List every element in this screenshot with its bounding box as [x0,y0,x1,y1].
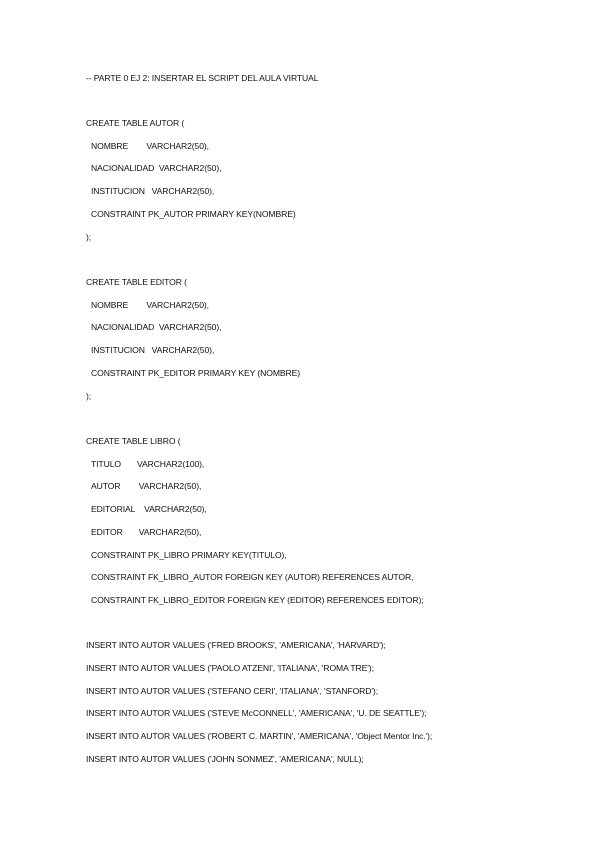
column-definition-line: NOMBRE VARCHAR2(50), [91,141,209,151]
column-definition-line: AUTOR VARCHAR2(50), [91,481,202,491]
constraint-line: CONSTRAINT PK_LIBRO PRIMARY KEY(TITULO), [91,550,287,560]
column-definition-line: NOMBRE VARCHAR2(50), [91,300,209,310]
constraint-line: CONSTRAINT PK_AUTOR PRIMARY KEY(NOMBRE) [91,209,296,219]
column-definition-line: NACIONALIDAD VARCHAR2(50), [91,322,222,332]
column-definition-line: TITULO VARCHAR2(100), [91,459,205,469]
constraint-line: CONSTRAINT FK_LIBRO_AUTOR FOREIGN KEY (AUTOR) REFERENCES AUTOR, [91,572,414,582]
create-table-autor-line: CREATE TABLE AUTOR ( [86,118,185,128]
closing-paren-line: ); [86,391,92,401]
create-table-libro-line: CREATE TABLE LIBRO ( [86,436,181,446]
insert-statement-line: INSERT INTO AUTOR VALUES ('STEVE McCONNELL', 'AMERICANA', 'U. DE SEATTLE'); [86,708,427,718]
insert-statement-line: INSERT INTO AUTOR VALUES ('ROBERT C. MARTIN', 'AMERICANA', 'Object Mentor Inc.'); [86,731,433,741]
insert-statement-line: INSERT INTO AUTOR VALUES ('JOHN SONMEZ', 'AMERICANA', NULL); [86,754,364,764]
column-definition-line: INSTITUCION VARCHAR2(50), [91,345,215,355]
insert-statement-line: INSERT INTO AUTOR VALUES ('FRED BROOKS', 'AMERICANA', 'HARVARD'); [86,640,386,650]
constraint-line: CONSTRAINT FK_LIBRO_EDITOR FOREIGN KEY (EDITOR) REFERENCES EDITOR); [91,595,424,605]
insert-statement-line: INSERT INTO AUTOR VALUES ('PAOLO ATZENI', 'ITALIANA', 'ROMA TRE'); [86,663,374,673]
comment-line: -- PARTE 0 EJ 2: INSERTAR EL SCRIPT DEL AULA VIRTUAL [86,73,319,83]
create-table-editor-line: CREATE TABLE EDITOR ( [86,277,187,287]
constraint-line: CONSTRAINT PK_EDITOR PRIMARY KEY (NOMBRE) [91,368,301,378]
insert-statement-line: INSERT INTO AUTOR VALUES ('STEFANO CERI', 'ITALIANA', 'STANFORD'); [86,686,378,696]
column-definition-line: EDITORIAL VARCHAR2(50), [91,504,207,514]
column-definition-line: NACIONALIDAD VARCHAR2(50), [91,163,222,173]
column-definition-line: INSTITUCION VARCHAR2(50), [91,186,215,196]
closing-paren-line: ); [86,232,92,242]
column-definition-line: EDITOR VARCHAR2(50), [91,527,202,537]
